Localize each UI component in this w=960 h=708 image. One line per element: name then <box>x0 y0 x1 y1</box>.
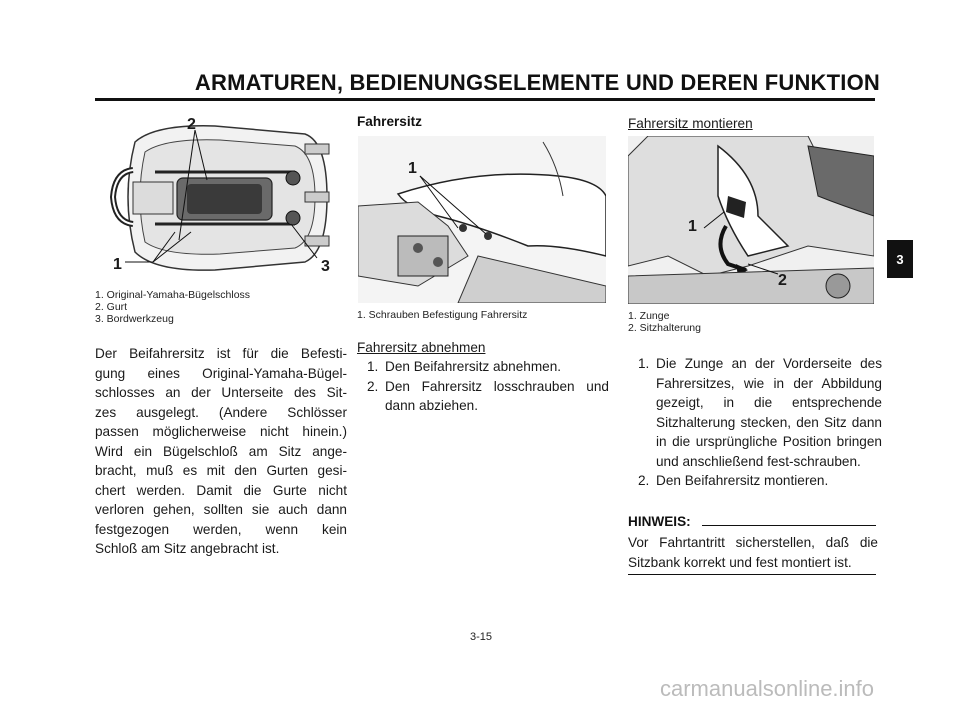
page-number: 3-15 <box>470 631 493 643</box>
seat-underside-figure <box>95 112 345 282</box>
hinweis-rule-bottom <box>628 574 876 575</box>
hinweis-label: HINWEIS: <box>628 514 691 529</box>
paragraph-line: verloren gehen, sollten sie auch dann <box>95 502 347 517</box>
hinweis-rule-top <box>702 525 876 526</box>
paragraph-line: Wird ein Bügelschloß am Sitz ange- <box>95 443 347 459</box>
paragraph-line: gung eines Original-Yamaha-Bügel- <box>95 365 347 381</box>
paragraph-line: bracht, muß es mit den Gurten gesi- <box>95 463 347 478</box>
page-title: ARMATUREN, BEDIENUNGSELEMENTE UND DEREN FUNKTION <box>194 70 880 95</box>
caption-item: 2. Sitzhalterung <box>628 322 701 334</box>
paragraph-line: zes ausgelegt. (Andere Schlösser <box>95 404 347 420</box>
paragraph-line: passen möglicherweise nicht hinein.) <box>95 424 347 439</box>
passenger-seat-paragraph <box>95 344 347 559</box>
caption-item: 1. Original-Yamaha-Bügelschloss <box>95 289 251 301</box>
rider-seat-heading: Fahrersitz <box>357 114 422 129</box>
install-seat-illustration <box>628 136 874 304</box>
paragraph-line: chert werden. Damit die Gurte nicht <box>95 482 347 498</box>
callout-1: 1 <box>688 218 697 235</box>
rider-seat-figure <box>358 136 606 303</box>
chapter-tab: 3 <box>887 240 913 278</box>
caption-item: 1. Zunge <box>628 310 670 322</box>
install-seat-figure <box>628 136 874 304</box>
remove-seat-subheading: Fahrersitz abnehmen <box>357 340 486 355</box>
step-number: 2. <box>638 473 650 488</box>
callout-2: 2 <box>778 272 787 289</box>
callout-3: 3 <box>321 258 330 275</box>
list-item <box>357 377 609 416</box>
list-item <box>357 357 609 377</box>
step-number: 1. <box>638 356 650 371</box>
step-text: Den Beifahrersitz montieren. <box>656 473 829 488</box>
step-number: 1. <box>367 359 379 374</box>
install-steps <box>628 354 882 491</box>
remove-steps <box>357 357 609 416</box>
callout-1: 1 <box>408 160 417 177</box>
title-underline <box>95 98 875 101</box>
seat-underside-illustration <box>95 112 345 282</box>
hinweis-text: Vor Fahrtantritt sicherstellen, daß die Sitzbank korrekt und fest montiert ist. <box>628 535 878 570</box>
figure2-caption: 1. Schrauben Befestigung Fahrersitz <box>357 309 528 321</box>
install-seat-subheading: Fahrersitz montieren <box>628 116 753 131</box>
caption-item: 2. Gurt <box>95 301 128 313</box>
step-text: Den Fahrersitz losschrauben und dann abziehen. <box>385 378 609 413</box>
callout-1: 1 <box>113 256 122 273</box>
step-text: Die Zunge an der Vorderseite des Fahrersitzes, wie in der Abbildung gezeigt, in die entsprechende Sitzhalterung stecken, den Sitz dann in die ursprüngliche Position bringen und anschließend fest-schrauben. <box>656 356 882 469</box>
paragraph-line: Schloß am Sitz angebracht ist. <box>95 541 280 556</box>
list-item <box>628 471 882 491</box>
caption-item: 3. Bordwerkzeug <box>95 313 174 325</box>
watermark: carmanualsonline.info <box>660 676 875 701</box>
step-text: Den Beifahrersitz abnehmen. <box>385 359 562 374</box>
rider-seat-illustration <box>358 136 606 303</box>
figure3-captions <box>628 310 874 334</box>
list-item <box>628 354 882 471</box>
figure1-captions <box>95 289 345 325</box>
callout-2: 2 <box>187 116 196 133</box>
paragraph-line: schlosses an der Unterseite des Sit- <box>95 385 347 400</box>
paragraph-line: Der Beifahrersitz ist für die Befesti- <box>95 346 347 361</box>
step-number: 2. <box>367 378 379 394</box>
paragraph-line: festgezogen werden, wenn kein <box>95 521 347 537</box>
